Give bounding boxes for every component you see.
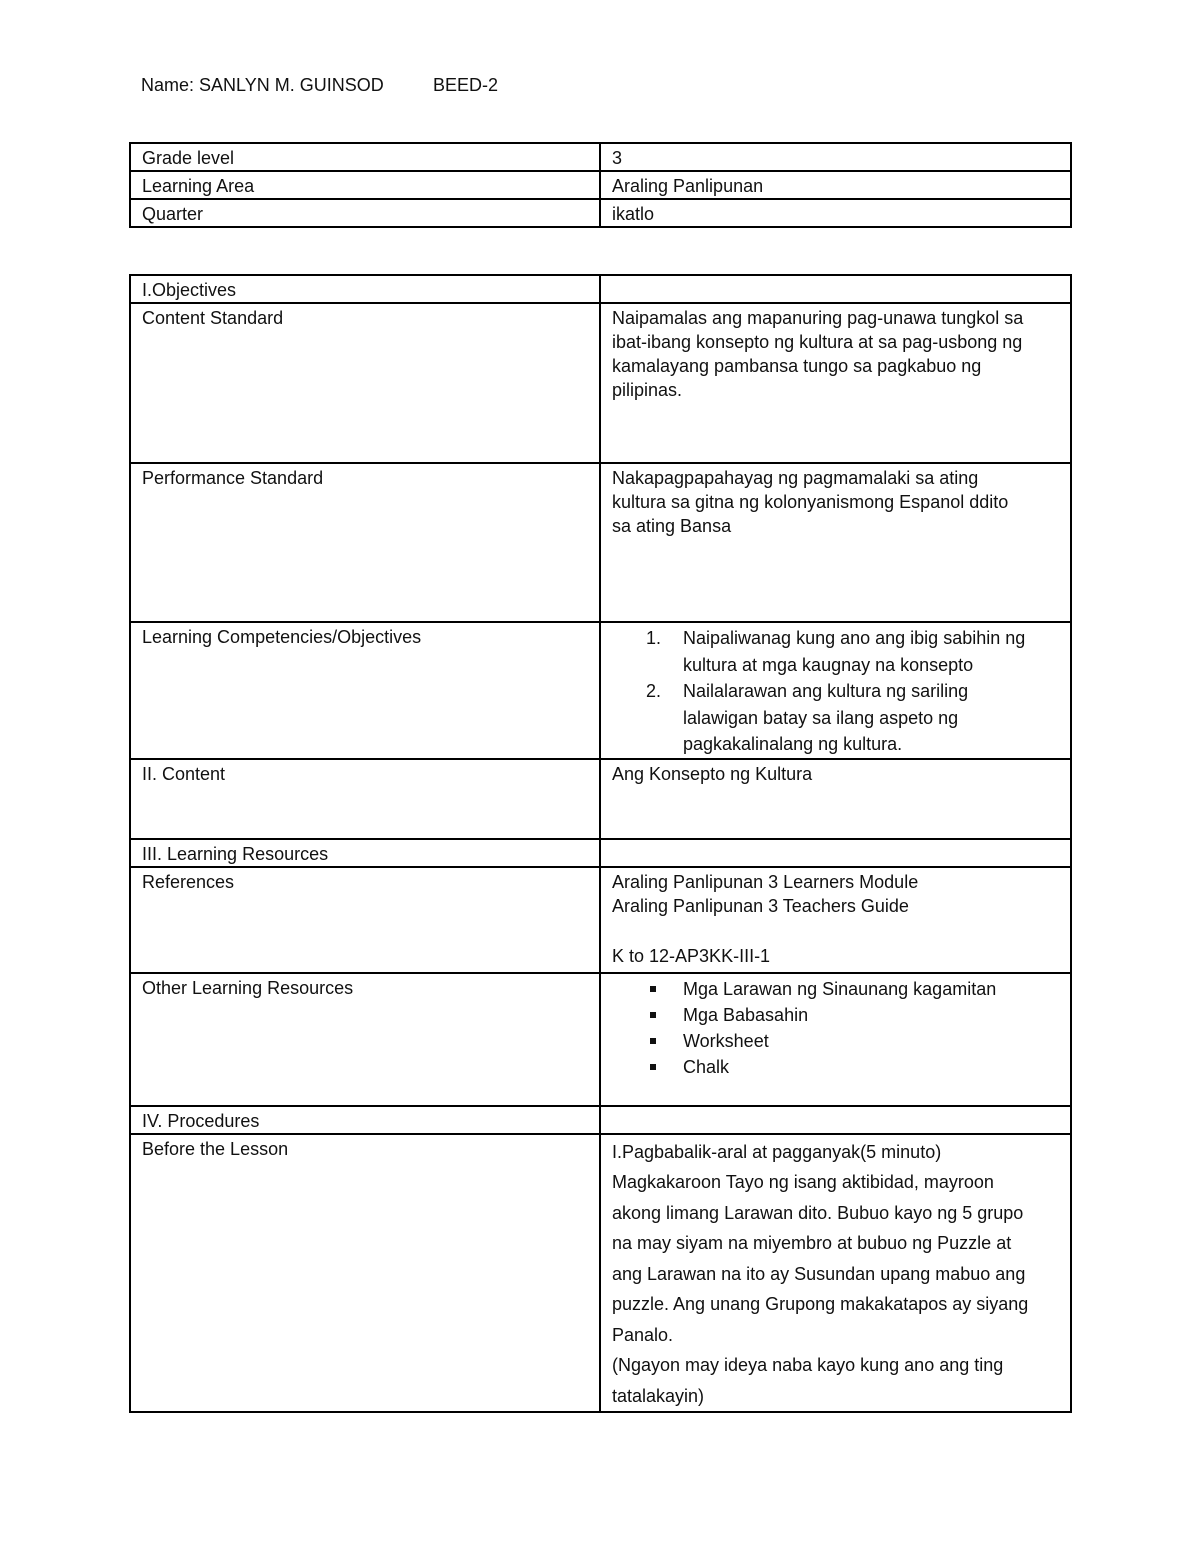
meta-label: Grade level [130,143,600,171]
text-line: lalawigan batay sa ilang aspeto ng [683,707,959,728]
student-name: Name: SANLYN M. GUINSOD [141,75,384,95]
table-row [130,1134,1071,1413]
text-line: Nailalarawan ang kultura ng sariling [683,681,969,701]
text-line: pilipinas. [612,380,683,400]
list-item: Mga Larawan ng Sinaunang kagamitan [612,976,1060,1002]
text-line: kultura sa gitna ng kolonyanismong Espanol ddito [612,492,1009,512]
curriculum-code: K to 12-AP3KK-III-1 [612,945,771,966]
text-line: sa ating Bansa [612,516,732,536]
list-item: Worksheet [612,1028,1060,1054]
table-row [130,973,1071,1106]
table-row [130,867,1071,973]
text-line: I.Pagbabalik-aral at pagganyak(5 minuto) [612,1141,942,1162]
table-row [130,463,1071,622]
meta-label: Quarter [130,199,600,227]
text-line: Magkakaroon Tayo ng isang aktibidad, mayroon [612,1172,994,1192]
text-line: puzzle. Ang unang Grupong makakatapos ay siyang [612,1294,1029,1314]
table-row [130,759,1071,839]
text-line: ang Larawan na ito ay Susundan upang mabuo ang [612,1263,1026,1284]
before-lesson-text [600,1134,1071,1413]
competencies-list [612,625,1060,758]
text-line: Naipaliwanag kung ano ang ibig sabihin ng [683,628,1026,648]
course-label: BEED-2 [433,75,499,95]
row-label: Performance Standard [130,463,600,622]
text-line: Naipamalas ang mapanuring pag-unawa tungkol sa [612,308,1024,328]
text-line: ibat-ibang konsepto ng kultura at sa pag-usbong ng [612,332,1023,352]
table-row [130,171,1071,199]
table-row [130,199,1071,227]
content-standard-text [600,303,1071,463]
empty-cell [600,839,1071,867]
section-heading: IV. Procedures [130,1106,600,1134]
text-line: pagkakalinalang ng kultura. [683,734,903,754]
references-text [600,867,1071,973]
list-number: 2. [646,681,662,701]
meta-table [129,142,1072,228]
text-line: akong limang Larawan dito. Bubuo kayo ng 5 grupo [612,1202,1024,1223]
table-row [130,1106,1071,1134]
content-value: Ang Konsepto ng Kultura [600,759,1071,839]
text-line: kamalayang pambansa tungo sa pagkabuo ng [612,356,982,376]
meta-label: Learning Area [130,171,600,199]
table-row [130,622,1071,759]
empty-cell [600,1106,1071,1134]
text-line: na may siyam na miyembro at bubuo ng Puzzle at [612,1233,1012,1253]
lesson-plan-table [129,274,1072,1413]
table-row [130,839,1071,867]
row-label: Content Standard [130,303,600,463]
spacer [612,918,1060,944]
meta-value: ikatlo [600,199,1071,227]
list-number: 1. [646,628,662,648]
list-item [612,625,1060,678]
row-label: References [130,867,600,973]
page-header [141,75,498,96]
competencies-cell [600,622,1071,759]
list-item: Mga Babasahin [612,1002,1060,1028]
row-label: Learning Competencies/Objectives [130,622,600,759]
list-item: Chalk [612,1054,1060,1080]
table-row [130,303,1071,463]
text-line: Araling Panlipunan 3 Learners Module [612,871,919,892]
resources-list [612,976,1060,1080]
text-line: (Ngayon may ideya naba kayo kung ano ang ting [612,1355,1004,1375]
text-line: Nakapagpapahayag ng pagmamalaki sa ating [612,468,979,488]
table-row [130,275,1071,303]
meta-value: Araling Panlipunan [600,171,1071,199]
section-heading: I.Objectives [130,275,600,303]
list-item [612,678,1060,758]
row-label: Before the Lesson [130,1134,600,1413]
table-row [130,143,1071,171]
text-line: Panalo. [612,1324,674,1345]
text-line: kultura at mga kaugnay na konsepto [683,654,974,675]
other-resources-cell [600,973,1071,1106]
row-label: Other Learning Resources [130,973,600,1106]
text-line: Araling Panlipunan 3 Teachers Guide [612,895,909,916]
performance-standard-text [600,463,1071,622]
empty-cell [600,275,1071,303]
meta-value: 3 [600,143,1071,171]
text-line: tatalakayin) [612,1385,705,1406]
section-heading: III. Learning Resources [130,839,600,867]
section-heading: II. Content [130,759,600,839]
